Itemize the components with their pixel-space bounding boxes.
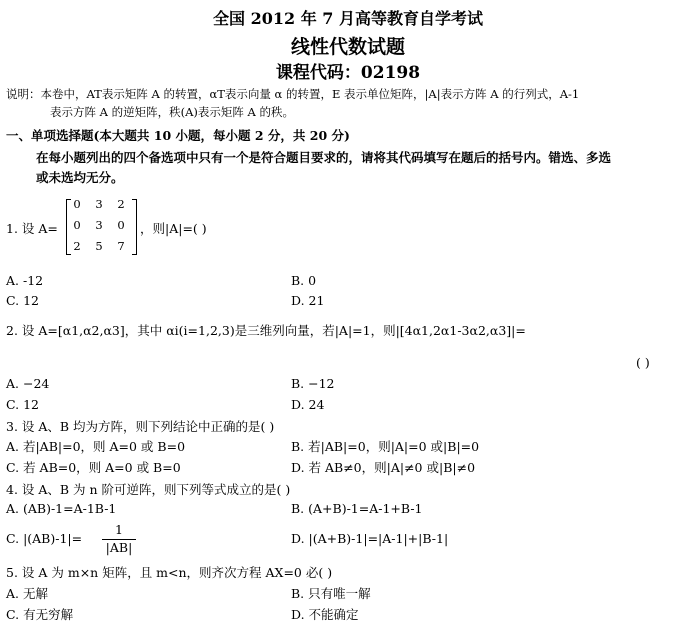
q4-option-c: C. |(AB)-1|= [6, 531, 83, 546]
question-2-blank: ( ) [636, 355, 650, 370]
matrix-cell: 2 [73, 239, 81, 253]
q2-option-b: B. −12 [291, 376, 335, 391]
q4-option-d: D. |(A+B)-1|=|A-1|+|B-1| [291, 531, 449, 546]
q4-option-a: A. (AB)-1=A-1B-1 [6, 501, 117, 516]
q2-option-a: A. −24 [6, 376, 50, 391]
q2-option-c: C. 12 [6, 397, 39, 412]
question-1-matrix [66, 197, 136, 257]
matrix-cell: 3 [95, 218, 103, 232]
q4-option-b: B. (A+B)-1=A-1+B-1 [291, 501, 423, 516]
matrix-cell: 0 [73, 197, 81, 211]
q5-option-c: C. 有无穷解 [6, 607, 74, 622]
q1-option-d: D. 21 [291, 293, 325, 308]
matrix-cell: 5 [95, 239, 103, 253]
q1-option-a: A. -12 [6, 273, 44, 288]
question-5-stem: 5. 设 A 为 m×n 矩阵，且 m<n，则齐次方程 AX=0 必( ) [6, 565, 333, 580]
section-instruction-2: 或未选均无分。 [36, 170, 124, 185]
matrix-right-bracket [132, 199, 137, 255]
question-2-stem: 2. 设 A=[α1,α2,α3]，其中 αi(i=1,2,3)是三维列向量，若|A|=1，则|[4α1,2α1-3α2,α3]|= [6, 323, 526, 338]
q5-option-d: D. 不能确定 [291, 607, 359, 622]
question-4-stem: 4. 设 A、B 为 n 阶可逆阵，则下列等式成立的是( ) [6, 482, 291, 497]
q3-option-b: B. 若|AB|=0，则|A|=0 或|B|=0 [291, 439, 480, 454]
section-instruction-1: 在每小题列出的四个备选项中只有一个是符合题目要求的，请将其代码填写在题后的括号内。错选、多选 [36, 150, 612, 165]
q4-option-c-denominator: |AB| [105, 540, 133, 555]
question-1-suffix: ，则|A|=( ) [140, 221, 207, 236]
matrix-left-bracket [66, 199, 71, 255]
course-code: 课程代码：02198 [275, 63, 421, 83]
q3-option-d: D. 若 AB≠0，则|A|≠0 或|B|≠0 [291, 460, 476, 475]
exam-subject: 线性代数试题 [290, 36, 405, 58]
q1-option-c: C. 12 [6, 293, 39, 308]
matrix-cell: 3 [95, 197, 103, 211]
q5-option-a: A. 无解 [6, 586, 48, 601]
section-heading: 一、单项选择题(本大题共 10 小题，每小题 2 分，共 20 分) [6, 128, 350, 143]
q3-option-c: C. 若 AB=0，则 A=0 或 B=0 [6, 460, 181, 475]
q3-option-a: A. 若|AB|=0，则 A=0 或 B=0 [6, 439, 186, 454]
matrix-cell: 7 [117, 239, 125, 253]
q5-option-b: B. 只有唯一解 [291, 586, 371, 601]
matrix-cell: 0 [117, 218, 125, 232]
exam-title: 全国 2012 年 7 月高等教育自学考试 [213, 9, 483, 28]
note-line-2: 表示方阵 A 的逆矩阵，秩(A)表示矩阵 A 的秩。 [50, 105, 295, 119]
q2-option-d: D. 24 [291, 397, 325, 412]
matrix-cell: 2 [117, 197, 125, 211]
question-1-prefix: 1. 设 A= [6, 221, 58, 236]
note-line-1: 说明：本卷中，AT表示矩阵 A 的转置，αT表示向量 α 的转置，E 表示单位矩阵，|A|表示方阵 A 的行列式，A-1 [6, 87, 580, 101]
q4-option-c-numerator: 1 [115, 522, 123, 537]
matrix-cell: 0 [73, 218, 81, 232]
q1-option-b: B. 0 [291, 273, 317, 288]
question-3-stem: 3. 设 A、B 均为方阵，则下列结论中正确的是( ) [6, 419, 275, 434]
